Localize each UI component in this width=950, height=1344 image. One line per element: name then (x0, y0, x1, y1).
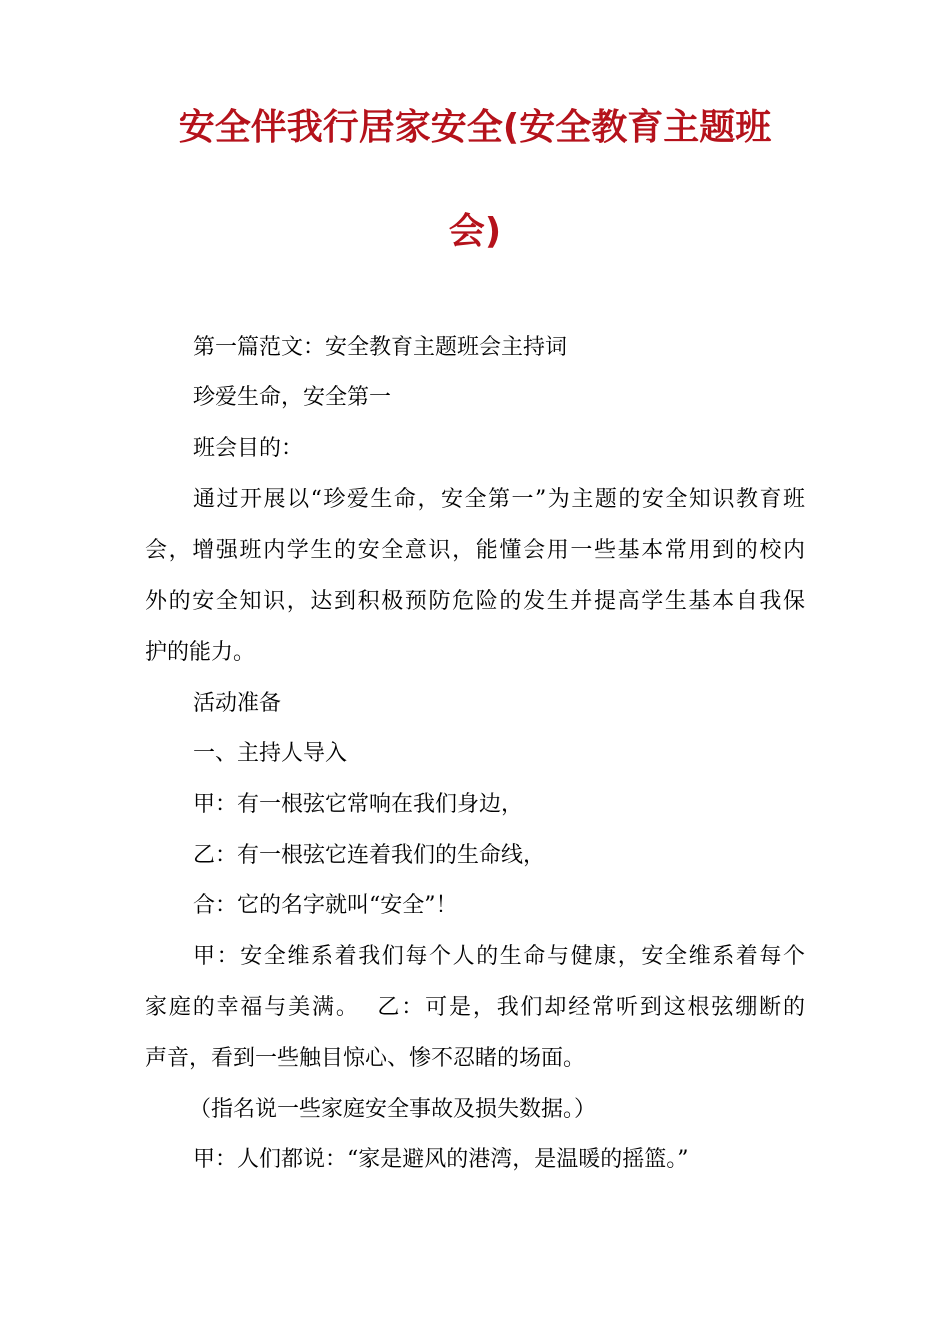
paragraph-line: 第一篇范文：安全教育主题班会主持词 (193, 335, 568, 360)
paragraph-line: 声音，看到一些触目惊心、惨不忍睹的场面。 (145, 1046, 586, 1071)
paragraph-dialogue-jia-2 (145, 931, 805, 1084)
paragraph-section-1 (145, 728, 805, 779)
paragraph-line: 珍爱生命，安全第一 (193, 385, 392, 410)
paragraph-line: 乙：有一根弦它连着我们的生命线， (193, 843, 546, 868)
paragraph-line: 合：它的名字就叫“安全”！ (193, 893, 458, 918)
paragraph-line: 会，增强班内学生的安全意识，能懂会用一些基本常用到的校内 (145, 538, 805, 563)
paragraph-line: 外的安全知识，达到积极预防危险的发生并提高学生基本自我保 (145, 589, 805, 614)
paragraph-purpose-label (145, 423, 805, 474)
paragraph-dialogue-yi-1 (145, 830, 805, 881)
paragraph-dialogue-jia-3 (145, 1134, 805, 1185)
paragraph-line: 甲：有一根弦它常响在我们身边， (193, 792, 524, 817)
paragraph-line: 甲：安全维系着我们每个人的生命与健康，安全维系着每个 (193, 944, 805, 969)
paragraph-purpose (145, 474, 805, 678)
paragraph-line: 通过开展以“珍爱生命，安全第一”为主题的安全知识教育班 (193, 487, 805, 512)
paragraph-heading-1 (145, 322, 805, 373)
paragraph-note (145, 1084, 805, 1135)
paragraph-line: 活动准备 (193, 691, 282, 716)
paragraph-line: 甲：人们都说：“家是避风的港湾，是温暖的摇篮。” (193, 1147, 689, 1172)
paragraph-line: 护的能力。 (145, 640, 256, 665)
document-title-line-2: 会) (448, 211, 502, 252)
paragraph-preparation (145, 678, 805, 729)
paragraph-line: 一、主持人导入 (193, 741, 348, 766)
paragraph-dialogue-he (145, 880, 805, 931)
paragraph-line: 家庭的幸福与美满。 乙：可是，我们却经常听到这根弦绷断的 (145, 995, 805, 1020)
paragraph-line: （指名说一些家庭安全事故及损失数据。） (189, 1097, 597, 1122)
document-title-line-1: 安全伴我行居家安全(安全教育主题班 (178, 107, 772, 148)
paragraph-dialogue-jia-1 (145, 779, 805, 830)
paragraph-theme (145, 372, 805, 423)
paragraph-line: 班会目的： (193, 436, 304, 461)
